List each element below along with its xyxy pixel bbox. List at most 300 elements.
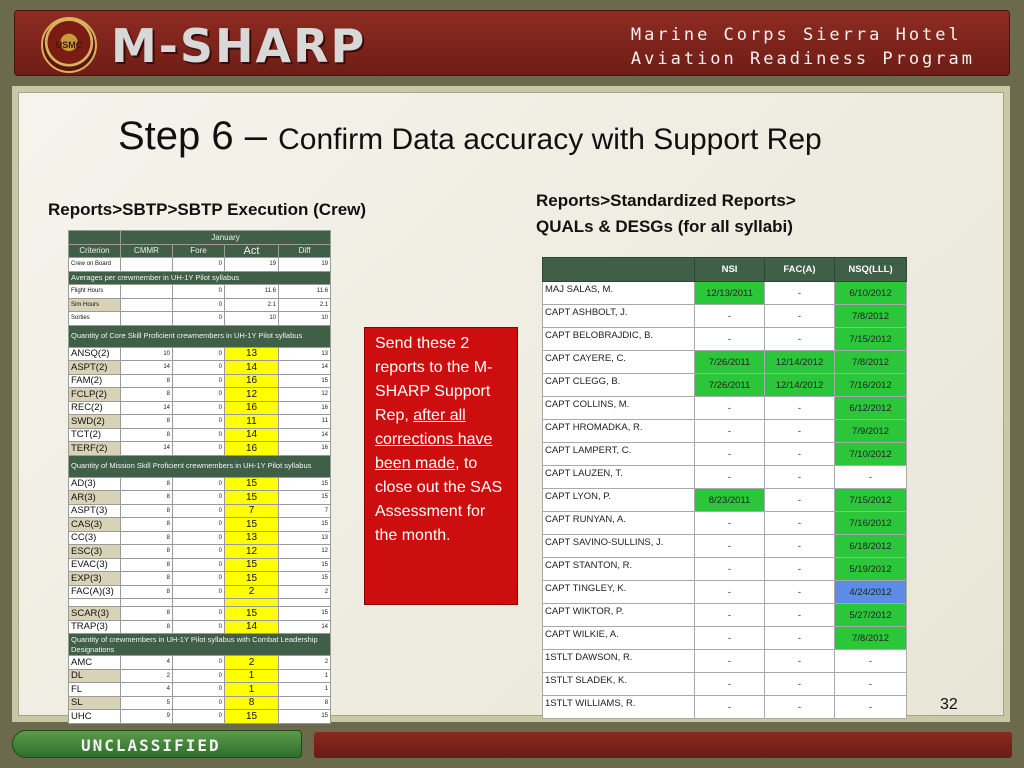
- fore-cell: 0: [173, 504, 225, 518]
- cmmr-cell: 5: [121, 696, 173, 710]
- diff-cell: 14: [279, 620, 331, 634]
- nsq-lll-cell: 7/8/2012: [835, 351, 907, 374]
- nsq-lll-cell: -: [835, 673, 907, 696]
- table-row: [69, 374, 331, 388]
- fore-cell: 0: [173, 620, 225, 634]
- diff-cell: 7: [279, 504, 331, 518]
- cmmr-cell: 8: [121, 491, 173, 505]
- diff-cell: 2: [279, 656, 331, 670]
- nsq-lll-cell: 4/24/2012: [835, 581, 907, 604]
- table-row: [543, 512, 907, 535]
- crew-name-cell: MAJ SALAS, M.: [543, 282, 695, 305]
- cmmr-cell: 8: [121, 620, 173, 634]
- table-row: [69, 620, 331, 634]
- nsi-cell: -: [695, 420, 765, 443]
- nsi-cell: 12/13/2011: [695, 282, 765, 305]
- diff-cell: 12: [279, 545, 331, 559]
- section-header-text: Quantity of Mission Skill Proficient crewmembers in UH-1Y Pilot syllabus: [69, 455, 331, 477]
- fac-a-cell: -: [765, 282, 835, 305]
- slide-panel: [12, 86, 1010, 722]
- criterion-cell: Crew on Board: [69, 258, 121, 272]
- fore-cell: 0: [173, 388, 225, 402]
- table-row: [69, 531, 331, 545]
- fore-cell: 0: [173, 401, 225, 415]
- nsq-lll-cell: 7/15/2012: [835, 489, 907, 512]
- criterion-cell: EXP(3): [69, 572, 121, 586]
- act-cell: 2.1: [225, 298, 279, 312]
- table-row: [543, 489, 907, 512]
- cmmr-cell: [121, 312, 173, 326]
- title-sub: Confirm Data accuracy with Support Rep: [278, 123, 822, 156]
- criterion-cell: ANSQ(2): [69, 347, 121, 361]
- cmmr-cell: 10: [121, 347, 173, 361]
- seal-text: USMC: [55, 40, 83, 50]
- cmmr-cell: 8: [121, 572, 173, 586]
- diff-cell: 15: [279, 607, 331, 621]
- quals-report-heading: [536, 188, 796, 240]
- fore-cell: 0: [173, 656, 225, 670]
- fore-cell: 0: [173, 518, 225, 532]
- col-fac-a: FAC(A): [765, 258, 835, 282]
- table-row: [69, 607, 331, 621]
- diff-cell: 14: [279, 428, 331, 442]
- sbtp-table-body: [69, 258, 331, 724]
- crew-name-cell: CAPT RUNYAN, A.: [543, 512, 695, 535]
- cmmr-cell: 8: [121, 374, 173, 388]
- fore-cell: 0: [173, 285, 225, 299]
- act-cell: 1: [225, 683, 279, 697]
- act-cell: 10: [225, 312, 279, 326]
- diff-cell: 1: [279, 669, 331, 683]
- table-row: [69, 415, 331, 429]
- nsq-lll-cell: -: [835, 466, 907, 489]
- table-row: [69, 361, 331, 375]
- table-row: [543, 696, 907, 719]
- crew-name-cell: 1STLT DAWSON, R.: [543, 650, 695, 673]
- spacer-row: [69, 599, 331, 607]
- act-cell: 2: [225, 656, 279, 670]
- quals-desgs-table: [542, 257, 907, 719]
- act-cell: 15: [225, 558, 279, 572]
- crew-name-cell: CAPT LAUZEN, T.: [543, 466, 695, 489]
- fore-cell: 0: [173, 258, 225, 272]
- act-cell: 11.6: [225, 285, 279, 299]
- act-cell: 2: [225, 585, 279, 599]
- slide-title: [118, 114, 822, 159]
- criterion-cell: ASPT(2): [69, 361, 121, 375]
- cmmr-cell: [121, 298, 173, 312]
- cmmr-cell: 8: [121, 415, 173, 429]
- nsi-cell: -: [695, 604, 765, 627]
- fac-a-cell: -: [765, 673, 835, 696]
- diff-cell: 15: [279, 518, 331, 532]
- section-header-text: Quantity of Core Skill Proficient crewmembers in UH-1Y Pilot syllabus: [69, 325, 331, 347]
- quals-heading-line-1: Reports>Standardized Reports>: [536, 191, 796, 210]
- table-row: [69, 696, 331, 710]
- criterion-cell: FL: [69, 683, 121, 697]
- nsq-lll-cell: -: [835, 696, 907, 719]
- act-cell: 15: [225, 710, 279, 724]
- diff-cell: 15: [279, 572, 331, 586]
- table-row: [543, 650, 907, 673]
- criterion-cell: TRAP(3): [69, 620, 121, 634]
- cmmr-cell: 8: [121, 531, 173, 545]
- diff-cell: 2: [279, 585, 331, 599]
- col-diff: Diff: [279, 244, 331, 258]
- act-cell: 19: [225, 258, 279, 272]
- diff-cell: 19: [279, 258, 331, 272]
- cmmr-cell: 8: [121, 558, 173, 572]
- table-row: [543, 673, 907, 696]
- fore-cell: 0: [173, 696, 225, 710]
- criterion-cell: DL: [69, 669, 121, 683]
- criterion-cell: AMC: [69, 656, 121, 670]
- table-row: [69, 518, 331, 532]
- criterion-cell: FAM(2): [69, 374, 121, 388]
- diff-cell: 15: [279, 477, 331, 491]
- table-row: [543, 351, 907, 374]
- nsq-lll-cell: 5/19/2012: [835, 558, 907, 581]
- criterion-cell: TERF(2): [69, 442, 121, 456]
- act-cell: 12: [225, 545, 279, 559]
- diff-cell: 2.1: [279, 298, 331, 312]
- nsq-lll-cell: 7/15/2012: [835, 328, 907, 351]
- table-row: [543, 397, 907, 420]
- program-name: [631, 23, 975, 71]
- section-header-row: [69, 634, 331, 656]
- table-row: [69, 558, 331, 572]
- diff-cell: 8: [279, 696, 331, 710]
- table-row: [69, 388, 331, 402]
- fore-cell: 0: [173, 442, 225, 456]
- col-act: Act: [225, 244, 279, 258]
- fore-cell: 0: [173, 477, 225, 491]
- cmmr-cell: [121, 285, 173, 299]
- nsq-lll-cell: 6/18/2012: [835, 535, 907, 558]
- fore-cell: 0: [173, 491, 225, 505]
- crew-name-cell: CAPT ASHBOLT, J.: [543, 305, 695, 328]
- nsq-lll-cell: 6/10/2012: [835, 282, 907, 305]
- criterion-cell: UHC: [69, 710, 121, 724]
- fac-a-cell: -: [765, 581, 835, 604]
- nsi-cell: -: [695, 558, 765, 581]
- table-row: [69, 347, 331, 361]
- crew-name-cell: CAPT HROMADKA, R.: [543, 420, 695, 443]
- criterion-cell: Sim Hours: [69, 298, 121, 312]
- act-cell: 1: [225, 669, 279, 683]
- diff-cell: 10: [279, 312, 331, 326]
- col-cmmr: CMMR: [121, 244, 173, 258]
- table-row: [69, 585, 331, 599]
- spacer-cell: [225, 599, 279, 607]
- col-nsi: NSI: [695, 258, 765, 282]
- nsi-cell: -: [695, 673, 765, 696]
- diff-cell: 1: [279, 683, 331, 697]
- nsq-lll-cell: 7/16/2012: [835, 512, 907, 535]
- usmc-seal-icon: [41, 17, 97, 73]
- crew-name-cell: CAPT COLLINS, M.: [543, 397, 695, 420]
- spacer-cell: [173, 599, 225, 607]
- fac-a-cell: -: [765, 627, 835, 650]
- cmmr-cell: 8: [121, 428, 173, 442]
- classification-label: UNCLASSIFIED: [81, 736, 221, 755]
- act-cell: 12: [225, 388, 279, 402]
- fac-a-cell: -: [765, 558, 835, 581]
- month-header: January: [121, 231, 331, 245]
- act-cell: 7: [225, 504, 279, 518]
- table-row: [543, 604, 907, 627]
- fac-a-cell: -: [765, 604, 835, 627]
- act-cell: 14: [225, 361, 279, 375]
- nsi-cell: -: [695, 328, 765, 351]
- fac-a-cell: -: [765, 489, 835, 512]
- table-row: [543, 420, 907, 443]
- spacer-cell: [121, 599, 173, 607]
- cmmr-cell: 14: [121, 401, 173, 415]
- diff-cell: 11.6: [279, 285, 331, 299]
- act-cell: 11: [225, 415, 279, 429]
- table-row: [543, 466, 907, 489]
- table-row: [69, 656, 331, 670]
- act-cell: 15: [225, 518, 279, 532]
- nsq-lll-cell: 7/9/2012: [835, 420, 907, 443]
- fore-cell: 0: [173, 558, 225, 572]
- program-line-2: Aviation Readiness Program: [630, 49, 975, 69]
- fore-cell: 0: [173, 545, 225, 559]
- diff-cell: 12: [279, 388, 331, 402]
- fore-cell: 0: [173, 683, 225, 697]
- criterion-cell: CC(3): [69, 531, 121, 545]
- cmmr-cell: 8: [121, 545, 173, 559]
- act-cell: 15: [225, 491, 279, 505]
- fac-a-cell: -: [765, 443, 835, 466]
- table-row: [69, 442, 331, 456]
- criterion-cell: REC(2): [69, 401, 121, 415]
- table-row: [69, 285, 331, 299]
- act-cell: 8: [225, 696, 279, 710]
- crew-name-cell: CAPT LAMPERT, C.: [543, 443, 695, 466]
- fac-a-cell: -: [765, 328, 835, 351]
- nsi-cell: -: [695, 535, 765, 558]
- criterion-cell: ESC(3): [69, 545, 121, 559]
- nsi-cell: -: [695, 650, 765, 673]
- criterion-cell: ASPT(3): [69, 504, 121, 518]
- diff-cell: 11: [279, 415, 331, 429]
- fac-a-cell: -: [765, 420, 835, 443]
- criterion-cell: AD(3): [69, 477, 121, 491]
- nsq-lll-cell: 7/8/2012: [835, 305, 907, 328]
- crew-name-cell: CAPT CLEGG, B.: [543, 374, 695, 397]
- callout-text-2: , to close out the SAS Assessment for the month.: [375, 455, 503, 544]
- fore-cell: 0: [173, 710, 225, 724]
- fac-a-cell: -: [765, 466, 835, 489]
- callout-underlined: after all corrections have been made: [375, 407, 493, 472]
- footer-bar: [314, 732, 1012, 758]
- table-row: [543, 443, 907, 466]
- criterion-cell: FAC(A)(3): [69, 585, 121, 599]
- table-row: [543, 627, 907, 650]
- fac-a-cell: 12/14/2012: [765, 351, 835, 374]
- table-row: [69, 683, 331, 697]
- crew-name-cell: CAPT BELOBRAJDIC, B.: [543, 328, 695, 351]
- cmmr-cell: 8: [121, 518, 173, 532]
- cmmr-cell: 14: [121, 361, 173, 375]
- nsq-lll-cell: -: [835, 650, 907, 673]
- nsq-lll-cell: 7/8/2012: [835, 627, 907, 650]
- col-nsq-lll: NSQ(LLL): [835, 258, 907, 282]
- nsi-cell: -: [695, 466, 765, 489]
- crew-name-cell: 1STLT WILLIAMS, R.: [543, 696, 695, 719]
- table-row: [69, 572, 331, 586]
- act-cell: 16: [225, 374, 279, 388]
- fore-cell: 0: [173, 374, 225, 388]
- fac-a-cell: -: [765, 397, 835, 420]
- cmmr-cell: 14: [121, 442, 173, 456]
- col-fore: Fore: [173, 244, 225, 258]
- spacer-cell: [279, 599, 331, 607]
- act-cell: 15: [225, 572, 279, 586]
- crew-name-cell: CAPT WILKIE, A.: [543, 627, 695, 650]
- instruction-callout: [364, 327, 518, 605]
- app-logo: M-SHARP: [111, 19, 367, 73]
- month-header-spacer: [69, 231, 121, 245]
- crew-name-cell: CAPT CAYERE, C.: [543, 351, 695, 374]
- fac-a-cell: -: [765, 512, 835, 535]
- act-cell: 14: [225, 620, 279, 634]
- fore-cell: 0: [173, 347, 225, 361]
- table-row: [543, 305, 907, 328]
- cmmr-cell: 9: [121, 710, 173, 724]
- nsi-cell: 8/23/2011: [695, 489, 765, 512]
- criterion-cell: SWD(2): [69, 415, 121, 429]
- spacer-cell: [69, 599, 121, 607]
- table-row: [69, 401, 331, 415]
- header-banner: [14, 10, 1010, 76]
- table-row: [69, 477, 331, 491]
- nsi-cell: -: [695, 397, 765, 420]
- program-line-1: Marine Corps Sierra Hotel: [630, 25, 962, 45]
- callout-text-1: Send these 2 reports to the M-SHARP Support Rep,: [375, 335, 493, 424]
- diff-cell: 16: [279, 442, 331, 456]
- nsi-cell: 7/26/2011: [695, 351, 765, 374]
- fore-cell: 0: [173, 585, 225, 599]
- fac-a-cell: -: [765, 696, 835, 719]
- act-cell: 16: [225, 442, 279, 456]
- table-row: [543, 374, 907, 397]
- section-header-row: [69, 455, 331, 477]
- criterion-cell: AR(3): [69, 491, 121, 505]
- criterion-cell: Sorties: [69, 312, 121, 326]
- act-cell: 15: [225, 477, 279, 491]
- table-row: [69, 258, 331, 272]
- criterion-cell: SL: [69, 696, 121, 710]
- table-row: [543, 328, 907, 351]
- table-row: [69, 491, 331, 505]
- table-row: [543, 558, 907, 581]
- table-row: [543, 535, 907, 558]
- nsi-cell: -: [695, 696, 765, 719]
- fore-cell: 0: [173, 669, 225, 683]
- crew-name-cell: CAPT SAVINO-SULLINS, J.: [543, 535, 695, 558]
- sbtp-report-heading: Reports>SBTP>SBTP Execution (Crew): [48, 200, 367, 219]
- fore-cell: 0: [173, 531, 225, 545]
- cmmr-cell: 8: [121, 585, 173, 599]
- nsi-cell: -: [695, 627, 765, 650]
- nsq-lll-cell: 5/27/2012: [835, 604, 907, 627]
- crew-name-cell: CAPT LYON, P.: [543, 489, 695, 512]
- act-cell: 16: [225, 401, 279, 415]
- fore-cell: 0: [173, 428, 225, 442]
- table-row: [69, 298, 331, 312]
- nsq-lll-cell: 7/10/2012: [835, 443, 907, 466]
- table-row: [69, 428, 331, 442]
- nsi-cell: -: [695, 512, 765, 535]
- diff-cell: 15: [279, 558, 331, 572]
- act-cell: 13: [225, 531, 279, 545]
- criterion-cell: TCT(2): [69, 428, 121, 442]
- cmmr-cell: 4: [121, 683, 173, 697]
- cmmr-cell: 4: [121, 656, 173, 670]
- page-number: 32: [940, 696, 958, 713]
- criterion-cell: EVAC(3): [69, 558, 121, 572]
- fac-a-cell: -: [765, 535, 835, 558]
- crew-name-cell: CAPT TINGLEY, K.: [543, 581, 695, 604]
- nsq-lll-cell: 6/12/2012: [835, 397, 907, 420]
- col-criterion: Criterion: [69, 244, 121, 258]
- cmmr-cell: [121, 258, 173, 272]
- diff-cell: 14: [279, 361, 331, 375]
- nsi-cell: -: [695, 305, 765, 328]
- nsq-lll-cell: 7/16/2012: [835, 374, 907, 397]
- table-row: [543, 282, 907, 305]
- section-header-text: Quantity of crewmembers in UH-1Y Pilot syllabus with Combat Leadership Designations: [69, 634, 331, 656]
- table-row: [69, 545, 331, 559]
- fore-cell: 0: [173, 361, 225, 375]
- fac-a-cell: -: [765, 305, 835, 328]
- criterion-cell: CAS(3): [69, 518, 121, 532]
- cmmr-cell: 8: [121, 388, 173, 402]
- fac-a-cell: -: [765, 650, 835, 673]
- diff-cell: 15: [279, 374, 331, 388]
- table-row: [69, 669, 331, 683]
- title-main: Step 6 –: [118, 114, 268, 158]
- diff-cell: 13: [279, 531, 331, 545]
- cmmr-cell: 8: [121, 504, 173, 518]
- crew-name-cell: 1STLT SLADEK, K.: [543, 673, 695, 696]
- act-cell: 13: [225, 347, 279, 361]
- fore-cell: 0: [173, 607, 225, 621]
- crew-name-cell: CAPT WIKTOR, P.: [543, 604, 695, 627]
- fore-cell: 0: [173, 298, 225, 312]
- cmmr-cell: 2: [121, 669, 173, 683]
- col-name: [543, 258, 695, 282]
- table-row: [69, 504, 331, 518]
- fore-cell: 0: [173, 572, 225, 586]
- table-row: [69, 710, 331, 724]
- section-header-text: Averages per crewmember in UH-1Y Pilot syllabus: [69, 271, 331, 285]
- quals-table-body: [543, 282, 907, 719]
- nsi-cell: -: [695, 581, 765, 604]
- table-row: [543, 581, 907, 604]
- criterion-cell: FCLP(2): [69, 388, 121, 402]
- quals-heading-line-2: QUALs & DESGs (for all syllabi): [536, 217, 793, 236]
- diff-cell: 13: [279, 347, 331, 361]
- diff-cell: 15: [279, 710, 331, 724]
- act-cell: 14: [225, 428, 279, 442]
- act-cell: 15: [225, 607, 279, 621]
- cmmr-cell: 8: [121, 477, 173, 491]
- fac-a-cell: 12/14/2012: [765, 374, 835, 397]
